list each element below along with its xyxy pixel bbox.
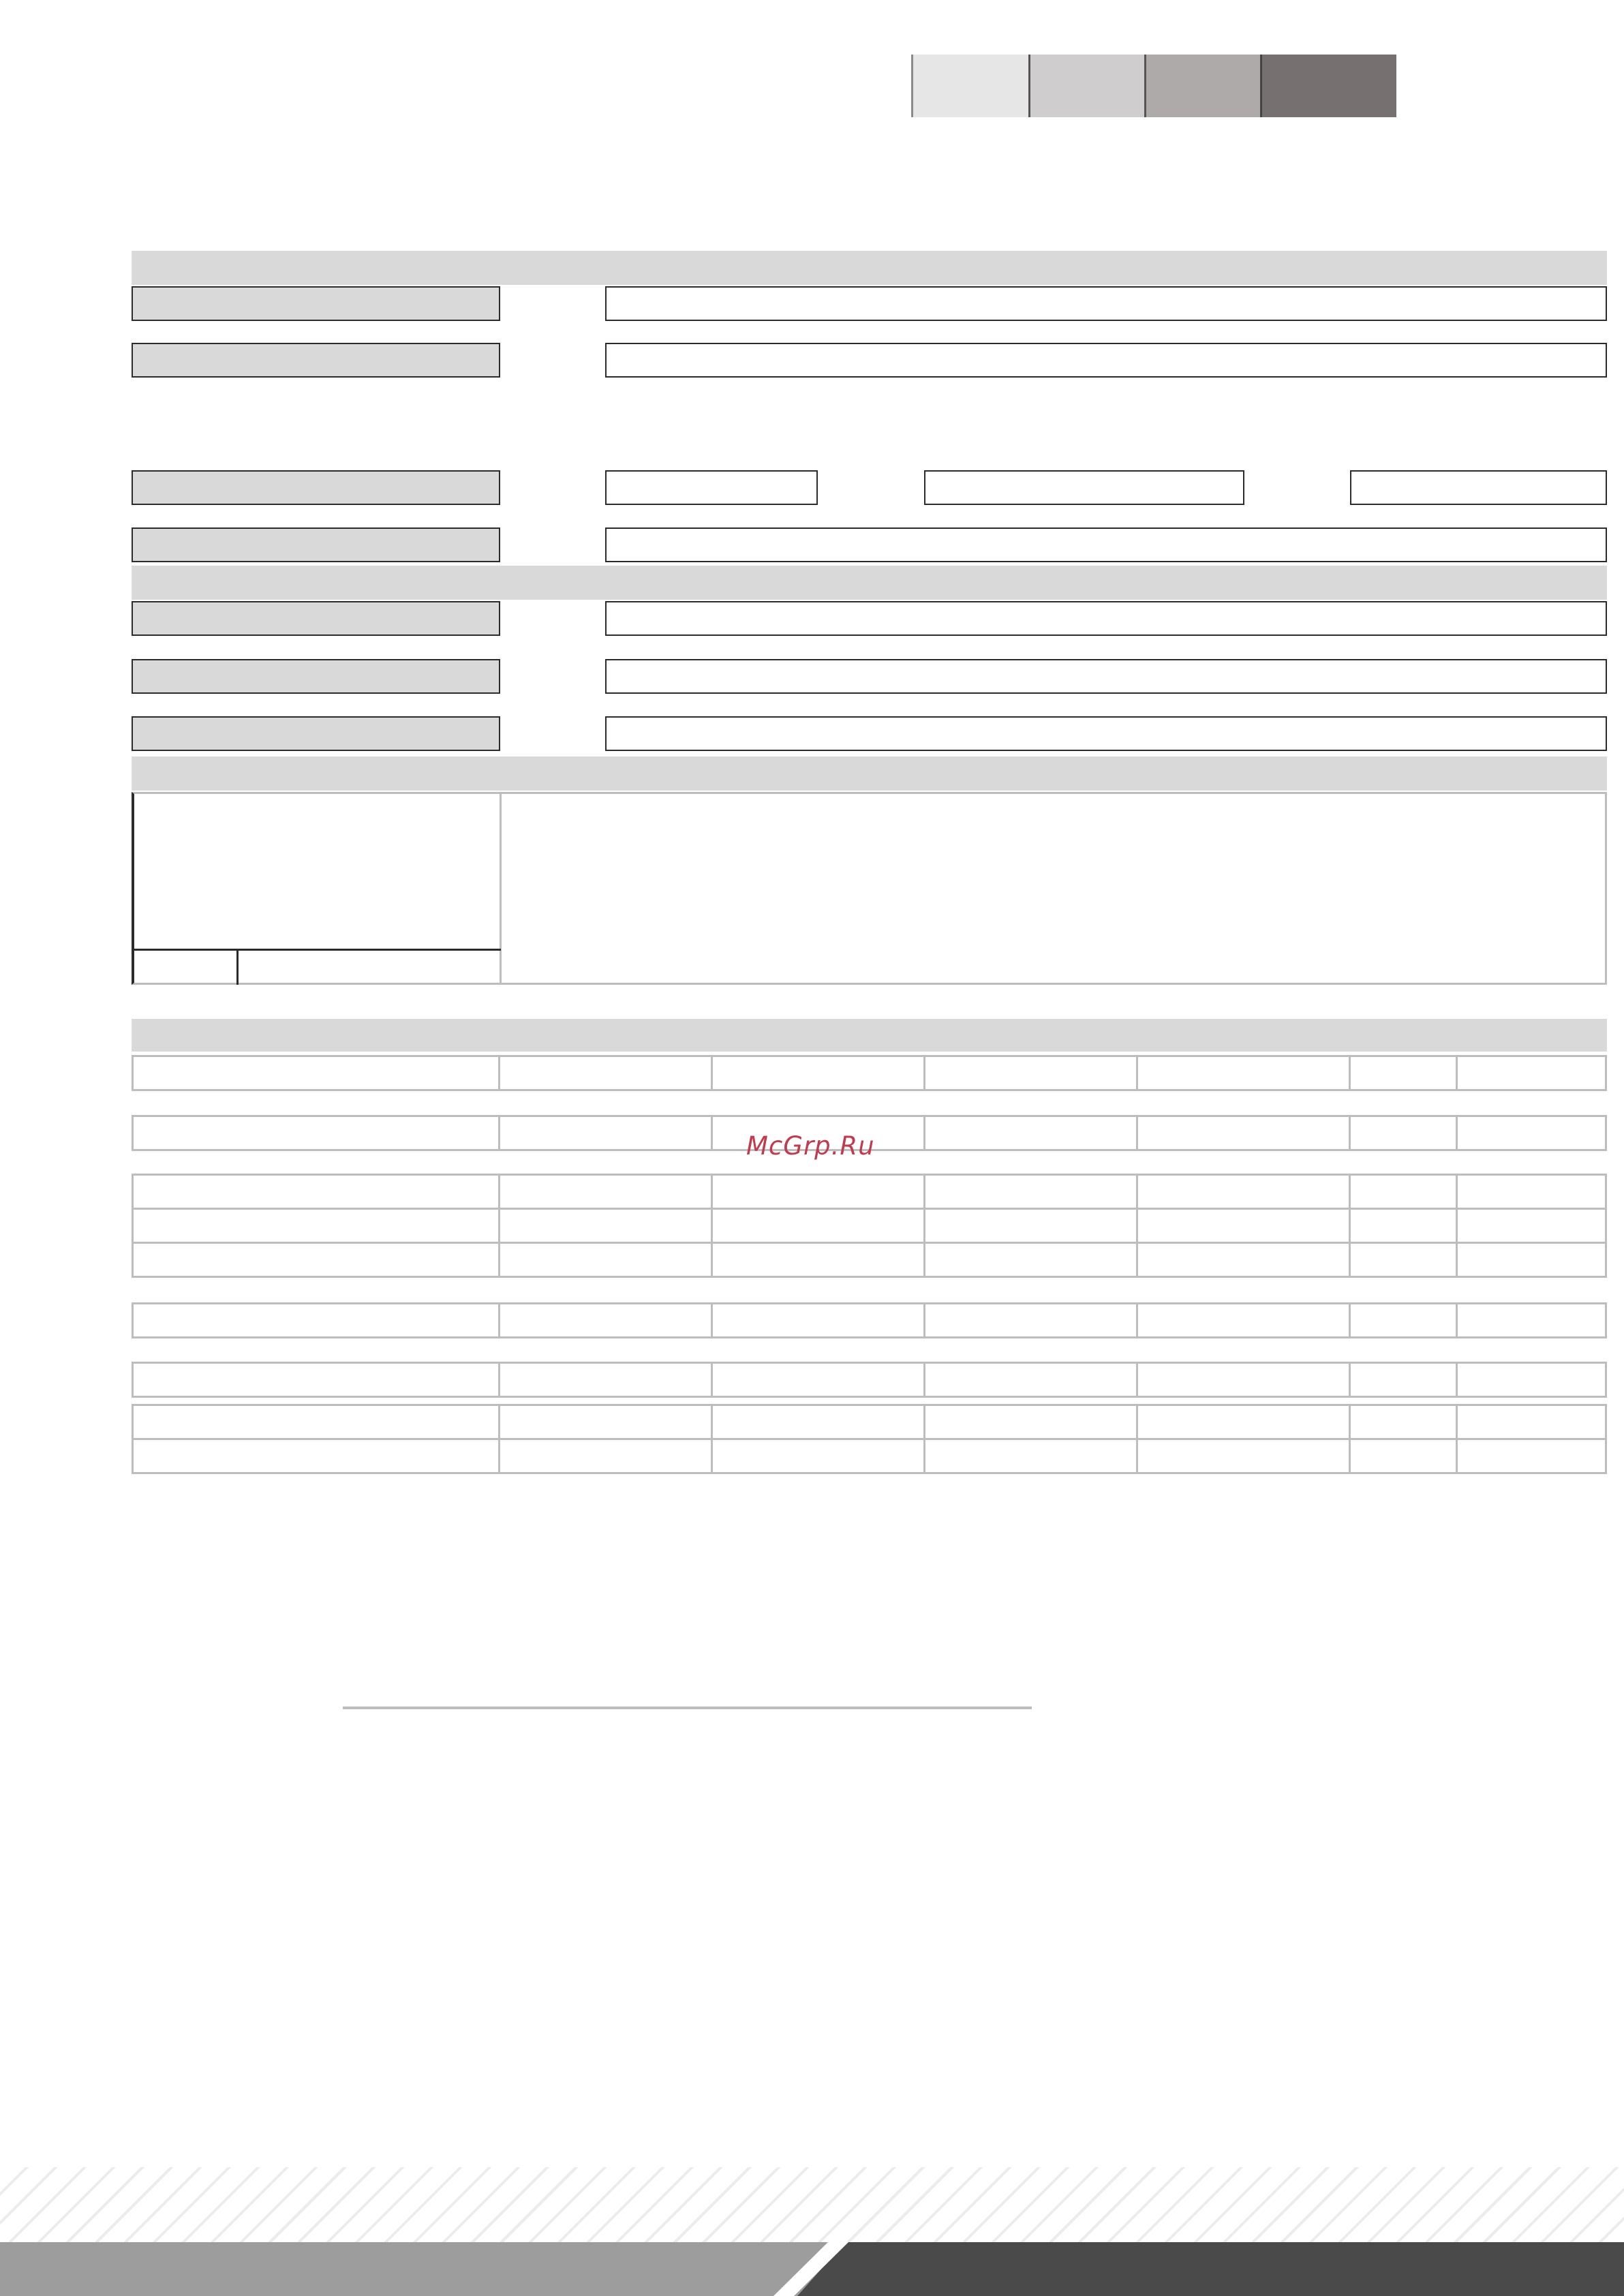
input-field-1[interactable] [605, 286, 1607, 321]
table-cell[interactable] [713, 1304, 925, 1336]
table-cell[interactable] [713, 1176, 925, 1208]
signature-line [343, 1706, 1032, 1709]
table-cell[interactable] [1138, 1244, 1351, 1276]
table-cell[interactable] [134, 1057, 500, 1089]
table-cell[interactable] [1351, 1364, 1458, 1396]
table-cell[interactable] [134, 1440, 500, 1472]
color-swatch-light [911, 55, 1028, 117]
table-cell[interactable] [1138, 1406, 1351, 1438]
table-cell[interactable] [1458, 1210, 1605, 1242]
table-cell[interactable] [1351, 1406, 1458, 1438]
table-cell[interactable] [713, 1406, 925, 1438]
table-cell[interactable] [925, 1210, 1138, 1242]
table-cell[interactable] [1138, 1117, 1351, 1149]
footer-stripe-pattern [0, 2167, 1624, 2242]
table-cell[interactable] [1351, 1304, 1458, 1336]
table-cell[interactable] [500, 1210, 713, 1242]
field-label-1 [132, 286, 500, 321]
table-cell[interactable] [1138, 1304, 1351, 1336]
table-cell[interactable] [925, 1364, 1138, 1396]
table-cell[interactable] [1458, 1244, 1605, 1276]
field-label-5 [132, 601, 500, 636]
table-cell[interactable] [500, 1406, 713, 1438]
table-cell[interactable] [134, 1244, 500, 1276]
table-cell[interactable] [1138, 1364, 1351, 1396]
watermark-text: McGrp.Ru [746, 1131, 875, 1161]
table-cell[interactable] [925, 1057, 1138, 1089]
field-label-2 [132, 343, 500, 378]
table-cell[interactable] [925, 1440, 1138, 1472]
table-row [132, 1438, 1607, 1474]
table-cell[interactable] [1458, 1176, 1605, 1208]
table-cell[interactable] [1351, 1244, 1458, 1276]
table-cell[interactable] [1138, 1210, 1351, 1242]
table-cell[interactable] [925, 1406, 1138, 1438]
table-row [132, 1404, 1607, 1440]
table-row [132, 1302, 1607, 1338]
field-label-6 [132, 659, 500, 694]
table-cell[interactable] [134, 1304, 500, 1336]
table-cell[interactable] [134, 1176, 500, 1208]
table-cell[interactable] [1351, 1117, 1458, 1149]
table-cell[interactable] [925, 1304, 1138, 1336]
color-swatch-mid-dark [1144, 55, 1260, 117]
table-cell[interactable] [1458, 1117, 1605, 1149]
table-cell[interactable] [1458, 1364, 1605, 1396]
table-cell[interactable] [500, 1364, 713, 1396]
table-cell[interactable] [500, 1440, 713, 1472]
color-swatch-dark [1260, 55, 1396, 117]
table-cell[interactable] [713, 1440, 925, 1472]
color-swatch-mid-light [1028, 55, 1144, 117]
table-cell[interactable] [1351, 1440, 1458, 1472]
input-field-7[interactable] [605, 716, 1607, 751]
table-cell[interactable] [1138, 1176, 1351, 1208]
table-cell[interactable] [500, 1117, 713, 1149]
footer-bar-dark [797, 2242, 1624, 2296]
section-header-band-4 [132, 1019, 1607, 1052]
table-cell[interactable] [500, 1244, 713, 1276]
table-row [132, 1208, 1607, 1244]
field-label-7 [132, 716, 500, 751]
table-cell[interactable] [134, 1117, 500, 1149]
section-header-band-1 [132, 251, 1607, 285]
table-cell[interactable] [1458, 1304, 1605, 1336]
table-cell[interactable] [925, 1117, 1138, 1149]
section-header-band-2 [132, 566, 1607, 600]
table-cell[interactable] [713, 1210, 925, 1242]
table-cell[interactable] [500, 1057, 713, 1089]
notes-small-field[interactable] [134, 951, 235, 983]
table-cell[interactable] [713, 1057, 925, 1089]
table-cell[interactable] [925, 1176, 1138, 1208]
table-cell[interactable] [134, 1210, 500, 1242]
table-cell[interactable] [1351, 1057, 1458, 1089]
table-cell[interactable] [925, 1244, 1138, 1276]
table-cell[interactable] [1458, 1406, 1605, 1438]
section-header-band-3 [132, 756, 1607, 791]
table-cell[interactable] [713, 1244, 925, 1276]
table-cell[interactable] [500, 1176, 713, 1208]
notes-wide-field[interactable] [239, 951, 500, 983]
table-cell[interactable] [500, 1304, 713, 1336]
input-field-3a[interactable] [605, 470, 818, 505]
table-cell[interactable] [1458, 1057, 1605, 1089]
field-label-3 [132, 470, 500, 505]
table-cell[interactable] [1351, 1176, 1458, 1208]
input-field-6[interactable] [605, 659, 1607, 694]
table-cell[interactable] [1458, 1440, 1605, 1472]
input-field-3c[interactable] [1350, 470, 1607, 505]
table-row [132, 1362, 1607, 1398]
table-cell[interactable] [1138, 1440, 1351, 1472]
input-field-2[interactable] [605, 343, 1607, 378]
table-row [132, 1242, 1607, 1278]
table-cell[interactable] [134, 1406, 500, 1438]
input-field-5[interactable] [605, 601, 1607, 636]
input-field-3b[interactable] [924, 470, 1244, 505]
field-label-4 [132, 527, 500, 562]
input-field-4[interactable] [605, 527, 1607, 562]
notes-textarea[interactable] [502, 793, 1604, 983]
table-cell[interactable] [134, 1364, 500, 1396]
table-cell[interactable] [1138, 1057, 1351, 1089]
table-cell[interactable] [713, 1364, 925, 1396]
table-row [132, 1055, 1607, 1091]
table-cell[interactable] [1351, 1210, 1458, 1242]
table-row [132, 1174, 1607, 1210]
